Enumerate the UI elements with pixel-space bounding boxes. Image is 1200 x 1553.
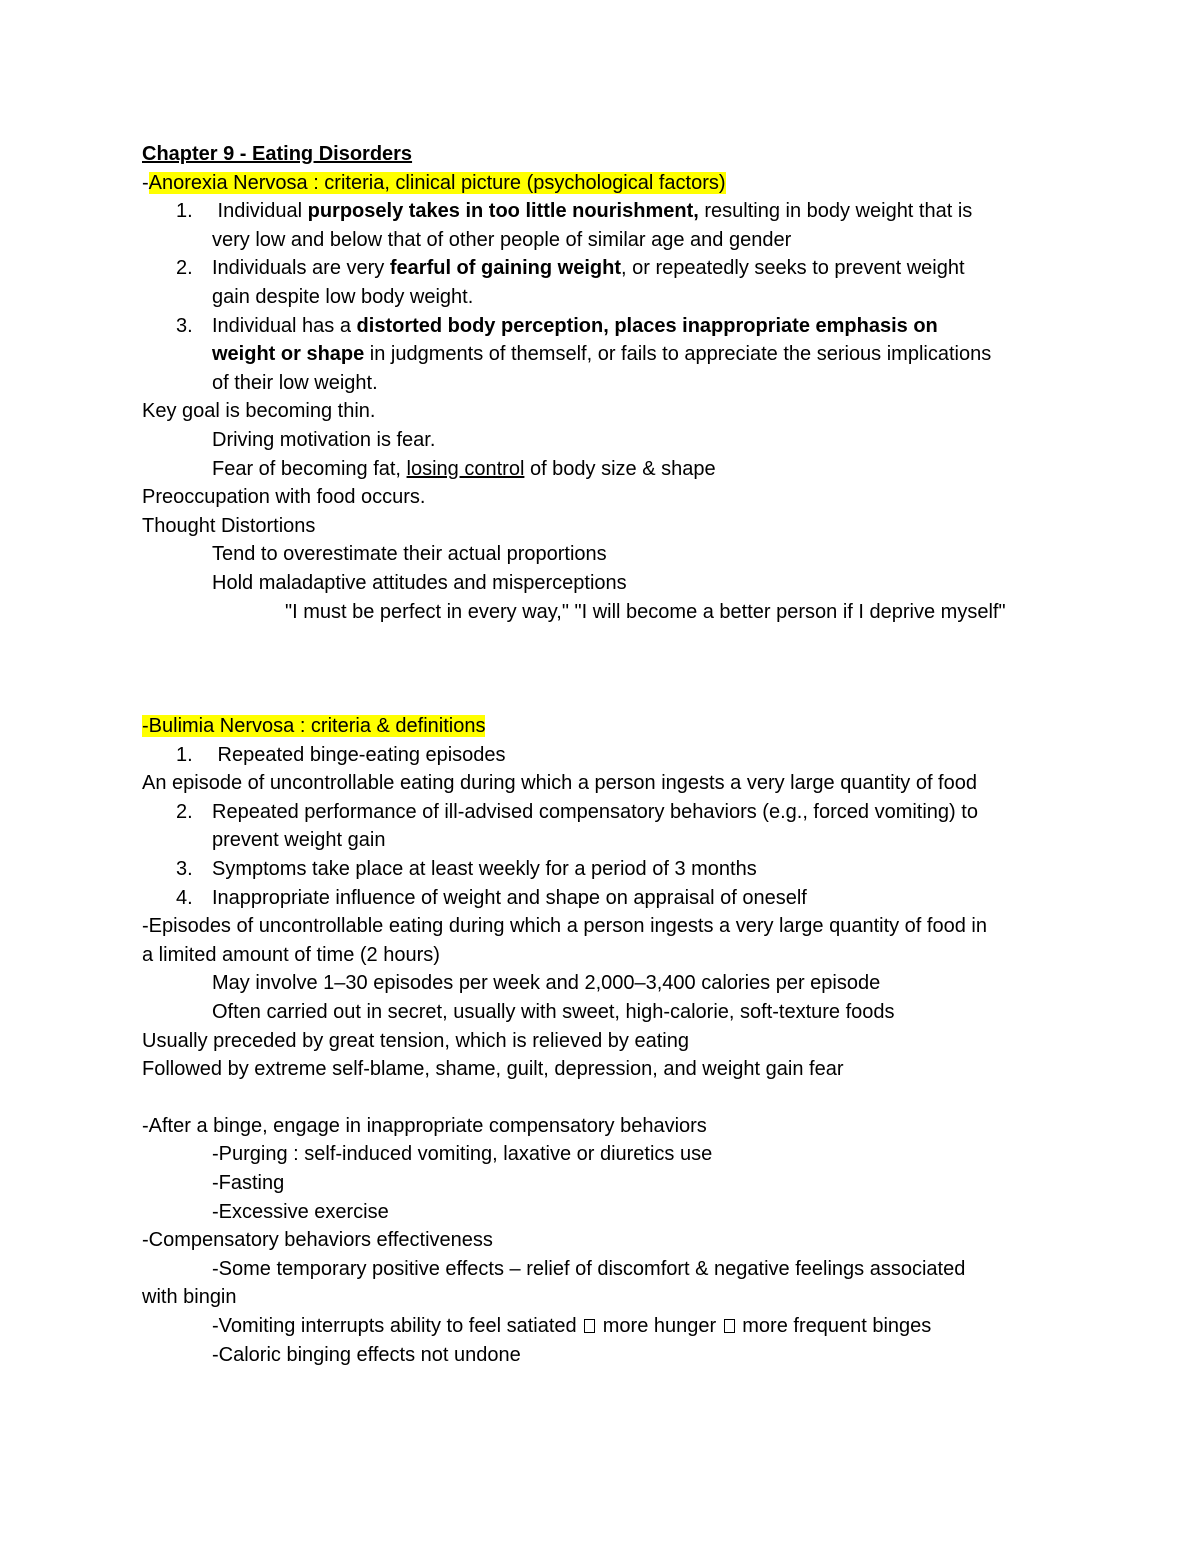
- anorexia-heading: Anorexia Nervosa : criteria, clinical picture (psychological factors): [148, 171, 726, 194]
- may-involve: May involve 1–30 episodes per week and 2,000–3,400 calories per episode: [212, 972, 881, 995]
- section-gap: [142, 626, 1082, 712]
- key-goal: Key goal is becoming thin.: [142, 400, 376, 423]
- vomiting-text: -Vomiting interrupts ability to feel satiated: [212, 1314, 583, 1337]
- followed-by: Followed by extreme self-blame, shame, guilt, depression, and weight gain fear: [142, 1058, 844, 1081]
- excessive-exercise: -Excessive exercise: [212, 1200, 389, 1223]
- fasting: -Fasting: [212, 1172, 285, 1194]
- item-text: Repeated binge-eating episodes: [212, 743, 506, 766]
- list-number: 3.: [176, 314, 193, 337]
- tend-line: Tend to overestimate their actual proportions: [212, 543, 607, 566]
- with-bingin: with bingin: [142, 1286, 237, 1309]
- list-number: 1.: [176, 743, 193, 766]
- missing-glyph-icon: [724, 1319, 735, 1333]
- bulimia-heading: -Bulimia Nervosa : criteria & definitions: [142, 715, 486, 738]
- thought-distortions: Thought Distortions: [142, 514, 316, 537]
- hold-line: Hold maladaptive attitudes and misperceptions: [212, 571, 627, 594]
- chapter-title-line: [142, 140, 1082, 169]
- bulimia-item-1: [142, 741, 1082, 770]
- anorexia-heading-line: [142, 169, 1082, 198]
- usually-preceded: Usually preceded by great tension, which is relieved by eating: [142, 1029, 689, 1052]
- item-text: Inappropriate influence of weight and shape on appraisal of oneself: [212, 886, 807, 909]
- vomiting-text: more frequent binges: [736, 1314, 932, 1337]
- document-page: [142, 140, 1082, 1369]
- anorexia-item-2-cont: [142, 283, 1082, 312]
- item-text: , or repeatedly seeks to prevent weight: [620, 257, 965, 280]
- item-text: in judgments of themself, or fails to appreciate the serious implications: [364, 343, 992, 366]
- item-text: gain despite low body weight.: [212, 285, 474, 308]
- item-text: resulting in body weight that is: [698, 200, 973, 223]
- after-binge: -After a binge, engage in inappropriate compensatory behaviors: [142, 1114, 707, 1137]
- fear-text: Fear of becoming fat,: [212, 457, 407, 480]
- fear-underlined-text: losing control: [406, 457, 525, 480]
- bulimia-item-4: [142, 884, 1082, 913]
- fear-line: [142, 455, 1082, 484]
- list-number: 4.: [176, 886, 193, 909]
- anorexia-item-3: [142, 312, 1082, 341]
- anorexia-item-3-cont2: [142, 369, 1082, 398]
- anorexia-item-1-cont: [142, 226, 1082, 255]
- item-text: Individuals are very: [212, 257, 390, 280]
- episode-definition: An episode of uncontrollable eating during which a person ingests a very large quantity of food: [142, 772, 977, 795]
- paragraph-gap: [142, 1084, 1082, 1112]
- purging: -Purging : self-induced vomiting, laxative or diuretics use: [212, 1143, 713, 1166]
- compensatory-effectiveness: -Compensatory behaviors effectiveness: [142, 1229, 493, 1252]
- some-temporary-effects: -Some temporary positive effects – relief of discomfort & negative feelings associated: [212, 1257, 966, 1280]
- vomiting-line: [142, 1312, 1082, 1341]
- item-text: very low and below that of other people of similar age and gender: [212, 228, 792, 251]
- quote-line: "I must be perfect in every way," "I will become a better person if I deprive myself": [285, 600, 1006, 623]
- list-number: 2.: [176, 257, 193, 280]
- item-bold-text: distorted body perception, places inappropriate emphasis on: [356, 314, 938, 337]
- fear-text: of body size & shape: [524, 457, 716, 480]
- episodes-line-1: -Episodes of uncontrollable eating during which a person ingests a very large quantity of food in: [142, 915, 987, 938]
- chapter-title: Chapter 9 - Eating Disorders: [142, 143, 413, 165]
- missing-glyph-icon: [584, 1319, 595, 1333]
- item-text: of their low weight.: [212, 371, 378, 394]
- item-text: Individual: [212, 200, 308, 223]
- item-text: Repeated performance of ill-advised compensatory behaviors (e.g., forced vomiting) to: [212, 800, 978, 823]
- list-number: 1.: [176, 200, 193, 223]
- episodes-line-2: a limited amount of time (2 hours): [142, 943, 440, 966]
- anorexia-item-3-cont: [142, 340, 1082, 369]
- preoccupation: Preoccupation with food occurs.: [142, 486, 426, 509]
- bulimia-item-2-cont: prevent weight gain: [212, 829, 386, 852]
- item-bold-text: weight or shape: [212, 343, 365, 366]
- item-bold-text: purposely takes in too little nourishment,: [307, 200, 699, 223]
- list-number: 3.: [176, 858, 193, 881]
- anorexia-item-2: [142, 254, 1082, 283]
- item-text: Individual has a: [212, 314, 357, 337]
- heading-dash: -: [142, 171, 149, 194]
- item-bold-text: fearful of gaining weight: [389, 257, 621, 280]
- caloric-binging: -Caloric binging effects not undone: [212, 1343, 521, 1366]
- bulimia-heading-line: [142, 712, 1082, 741]
- often-secret: Often carried out in secret, usually with sweet, high-calorie, soft-texture foods: [212, 1001, 895, 1024]
- list-number: 2.: [176, 800, 193, 823]
- anorexia-item-1: [142, 197, 1082, 226]
- item-text: Symptoms take place at least weekly for a period of 3 months: [212, 858, 757, 881]
- driving-motivation: Driving motivation is fear.: [212, 428, 436, 451]
- bulimia-item-2: [142, 798, 1082, 827]
- vomiting-text: more hunger: [597, 1314, 722, 1337]
- bulimia-item-3: [142, 855, 1082, 884]
